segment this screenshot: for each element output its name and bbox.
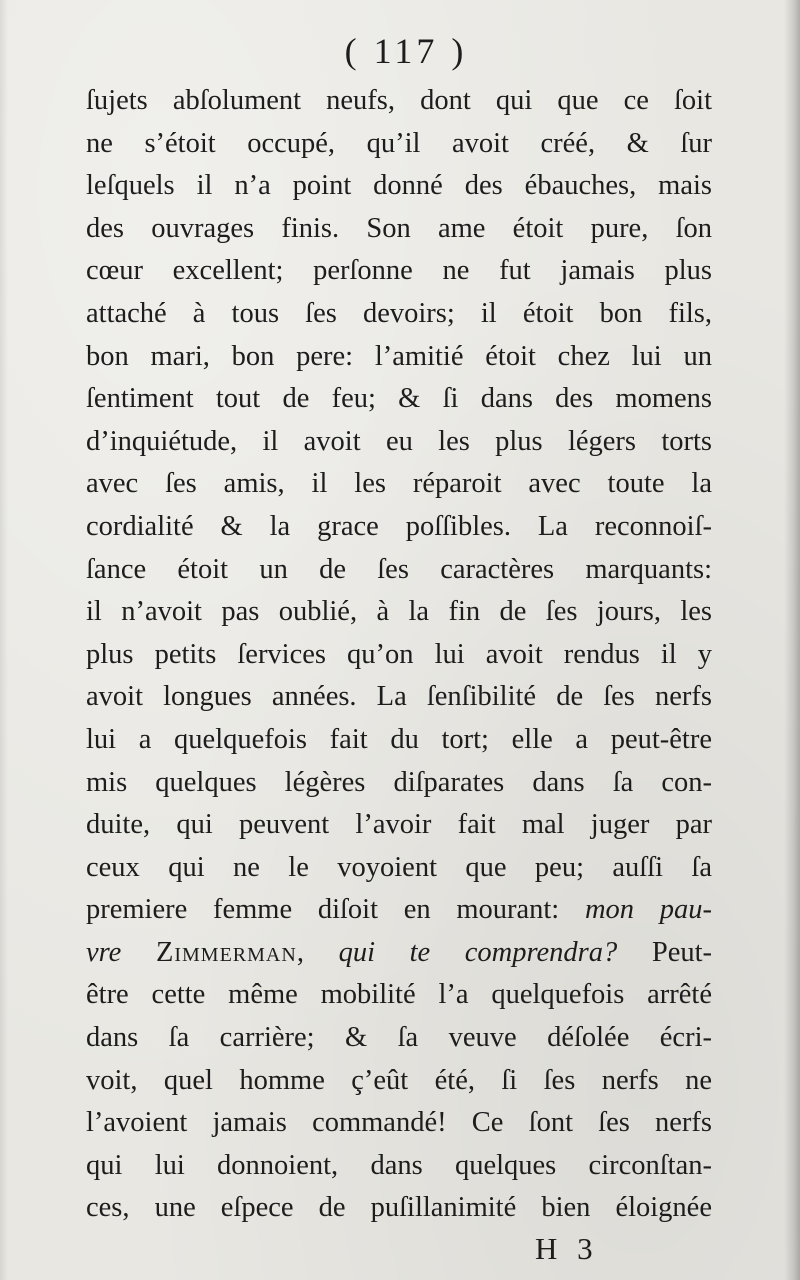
page-number: ( 117 )	[344, 31, 468, 71]
text-line-18: duite, qui peuvent l’avoir fait mal juger par	[86, 809, 712, 841]
text-line-7: bon mari, bon pere: l’amitié étoit chez lui un	[86, 340, 712, 372]
text-line-6: attaché à tous ſes devoirs; il étoit bon fils,	[86, 297, 712, 329]
text-line-20-roman: premiere femme diſoit en mourant:	[86, 894, 585, 926]
text-line-23: dans ſa carrière; & ſa veuve déſolée écri-	[86, 1022, 712, 1054]
text-line-21-end: Peut-	[651, 936, 712, 968]
text-line-8: ſentiment tout de feu; & ſi dans des momens	[86, 383, 712, 415]
text-line-26: qui lui donnoient, dans quelques circonſtan-	[86, 1149, 712, 1181]
body-text	[86, 80, 712, 1230]
text-line-20	[86, 889, 712, 932]
text-line-13: il n’avoit pas oublié, à la fin de ſes jours, les	[86, 596, 712, 628]
text-line-11: cordialité & la grace poſſibles. La reconnoiſ-	[86, 510, 712, 542]
text-line-10: avec ſes amis, il les réparoit avec toute la	[86, 468, 712, 500]
text-line-4: des ouvrages finis. Son ame étoit pure, ſon	[86, 212, 712, 244]
text-line-9: d’inquiétude, il avoit eu les plus légers torts	[86, 425, 712, 457]
text-line-12: ſance étoit un de ſes caractères marquants:	[86, 553, 712, 585]
signature-mark: H 3	[535, 1231, 599, 1266]
text-line-20-italic: mon pau-	[584, 894, 712, 926]
text-line-19: ceux qui ne le voyoient que peu; auſſi ſa	[86, 851, 712, 883]
text-line-15: avoit longues années. La ſenſibilité de ſes nerfs	[86, 681, 712, 713]
text-line-21	[86, 932, 712, 975]
text-line-27: ces, une eſpece de puſillanimité bien éloignée	[86, 1192, 712, 1224]
text-line-1: ſujets abſolument neufs, dont qui que ce ſoit	[86, 85, 712, 116]
text-line-22: être cette même mobilité l’a quelquefois arrêté	[86, 979, 712, 1011]
text-line-21-italic-start: vre	[86, 936, 122, 968]
page-left-shadow	[0, 0, 8, 1280]
text-line-14: plus petits ſervices qu’on lui avoit rendus il y	[86, 638, 712, 670]
text-line-17: mis quelques légères diſparates dans ſa con-	[86, 766, 712, 798]
author-name: Zimmerman	[155, 936, 297, 968]
text-line-21-comma: ,	[296, 936, 304, 968]
text-line-25: l’avoient jamais commandé! Ce ſont ſes nerfs	[86, 1107, 712, 1139]
text-line-2: ne s’étoit occupé, qu’il avoit créé, & ſur	[86, 127, 712, 159]
text-line-24: voit, quel homme ç’eût été, ſi ſes nerfs ne	[86, 1064, 712, 1096]
text-line-3: leſquels il n’a point donné des ébauches, mais	[86, 170, 712, 202]
quotation-italic: qui te comprendra?	[338, 936, 618, 968]
page-right-shadow	[784, 0, 800, 1280]
text-line-16: lui a quelquefois fait du tort; elle a peut-être	[86, 723, 712, 755]
text-line-5: cœur excellent; perſonne ne fut jamais plus	[86, 255, 712, 287]
